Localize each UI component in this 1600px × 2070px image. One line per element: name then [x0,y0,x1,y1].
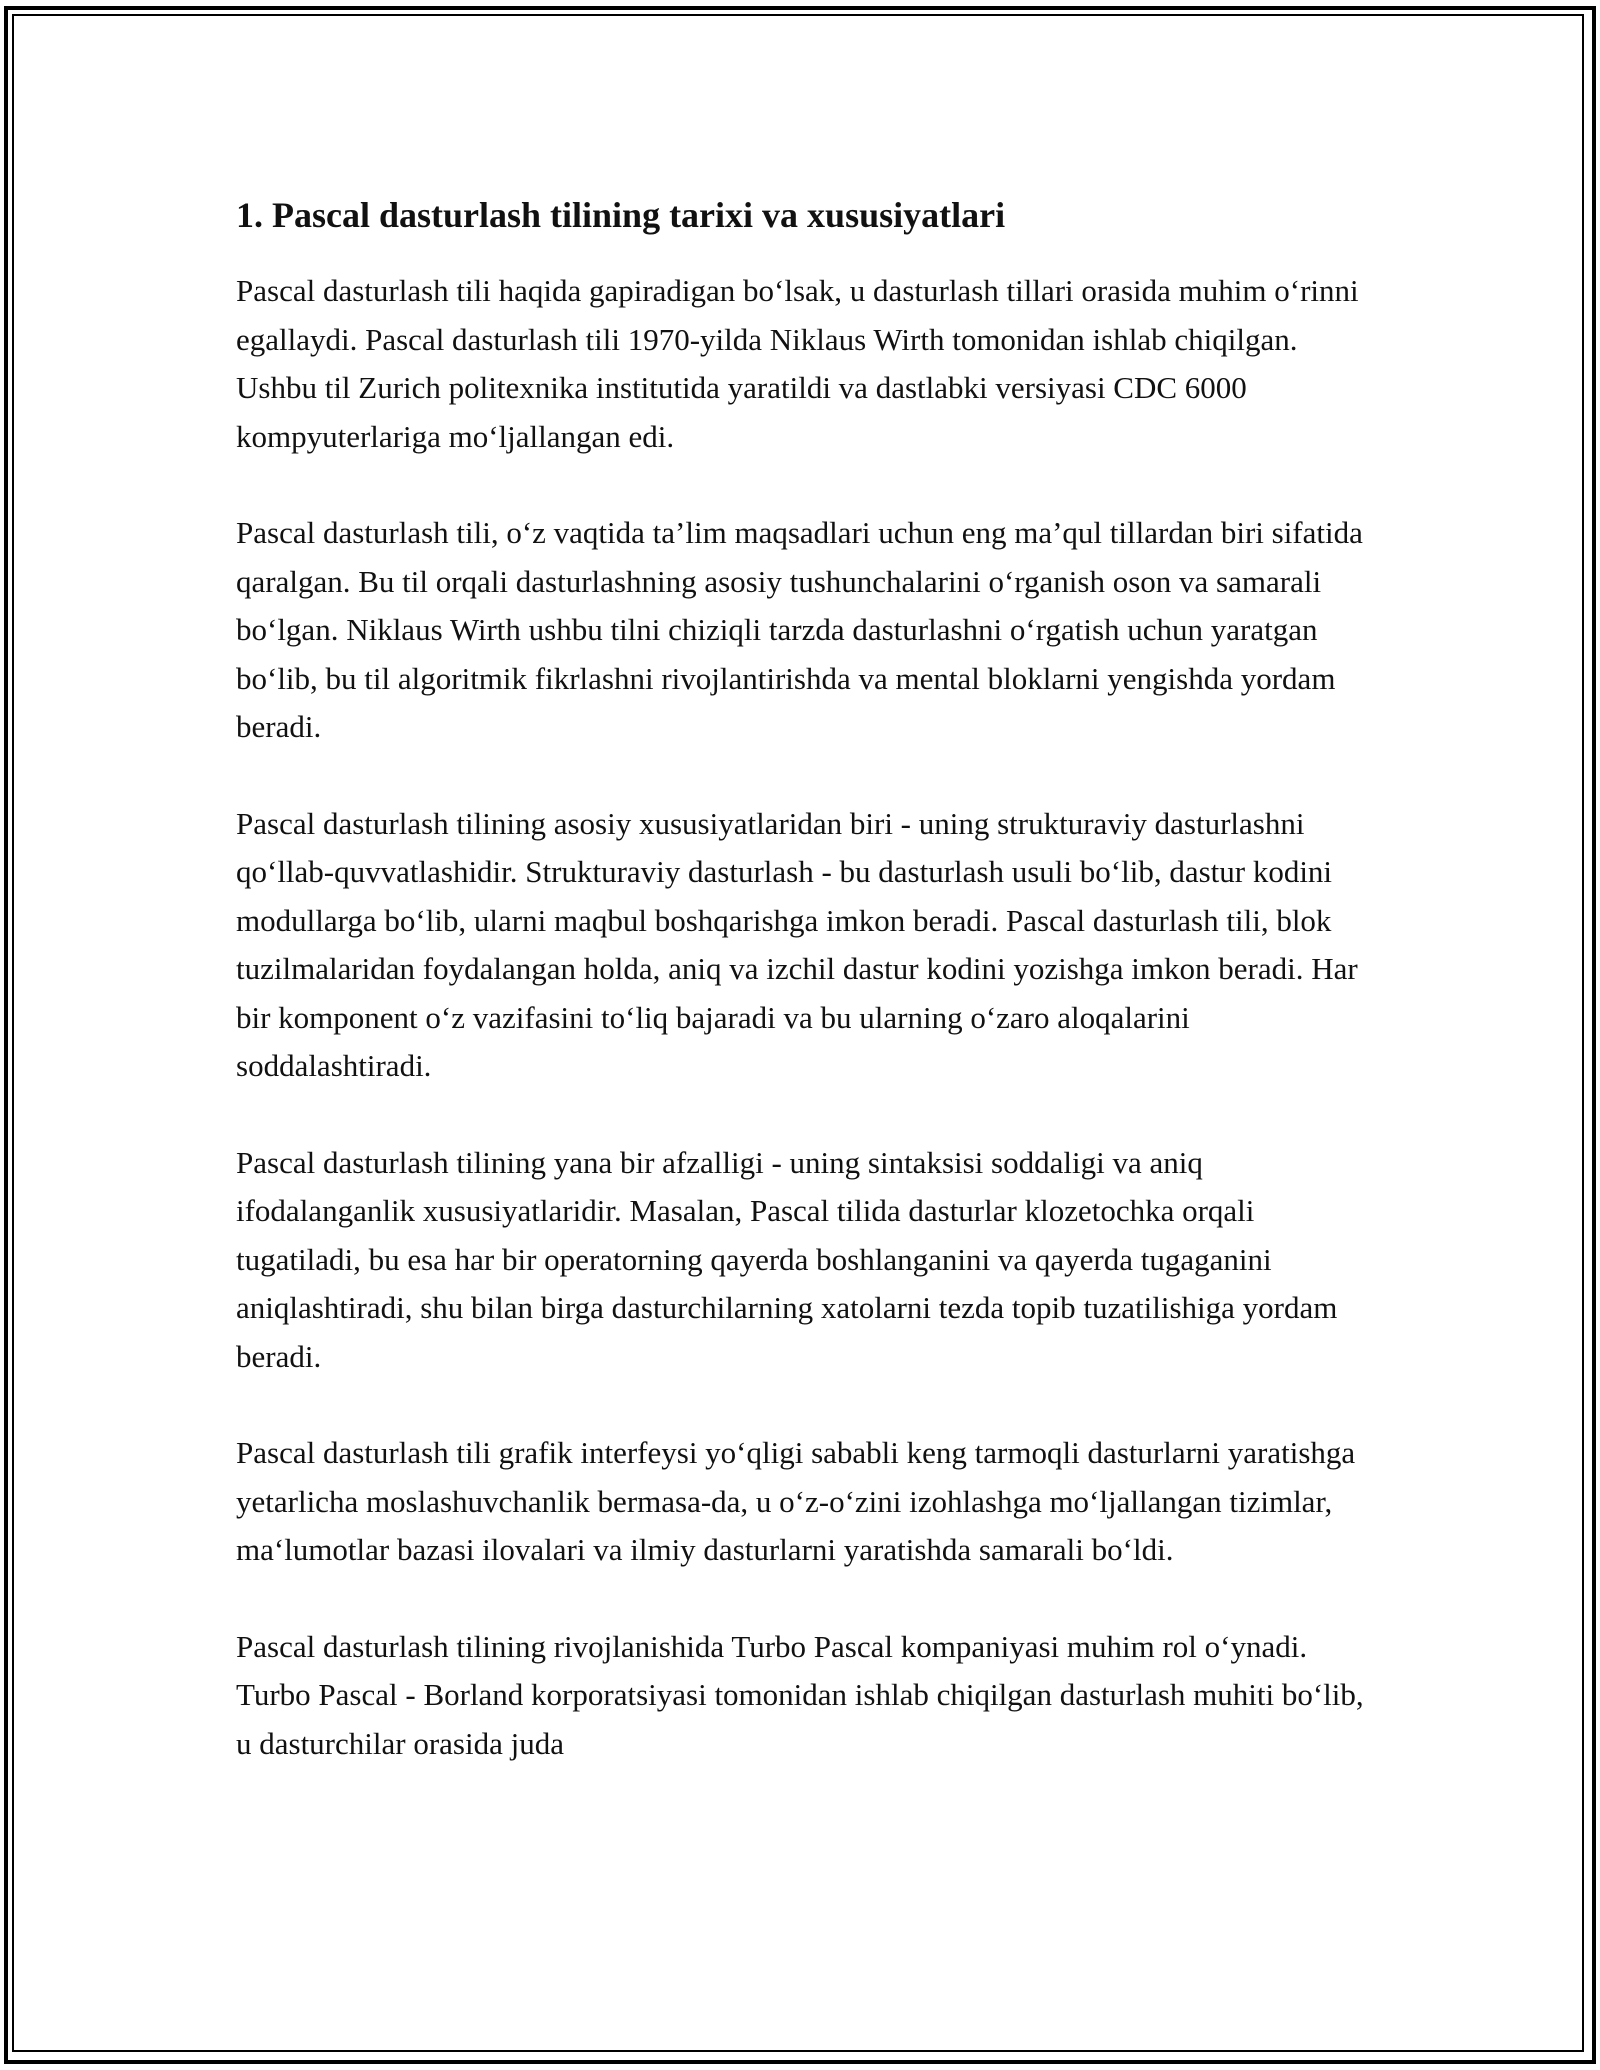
paragraph-education: Pascal dasturlash tili, o‘z vaqtida ta’lim maqsadlari uchun eng ma’qul tillardan biri sifatida qaralgan. Bu til orqali dasturlashning asosiy tushunchalarini o‘rganish oson va samarali bo‘lgan. Niklaus Wirth ushbu tilni chiziqli tarzda dasturlashni o‘rgatish uchun yaratgan bo‘lib, bu til algoritmik fikrlashni rivojlantirishda va mental bloklarni yengishda yordam beradi. [236,515,1363,744]
document-body [236,183,1366,1816]
paragraph-gui-limitations: Pascal dasturlash tili grafik interfeysi yo‘qligi sababli keng tarmoqli dasturlarni yaratishga yetarlicha moslashuvchanlik bermasa-da, u o‘z-o‘zini izohlashga mo‘ljallangan tizimlar, ma‘lumotlar bazasi ilovalari va ilmiy dasturlarni yaratishda samarali bo‘ldi. [236,1435,1356,1567]
paragraph-syntax: Pascal dasturlash tilining yana bir afzalligi - uning sintaksisi soddaligi va aniq ifodalanganlik xususiyatlaridir. Masalan, Pascal tilida dasturlar klozetochka orqali tugatiladi, bu esa har bir operatorning qayerda boshlanganini va qayerda tugaganini aniqlashtiradi, shu bilan birga dasturchilarning xatolarni tezda topib tuzatilishiga yordam beradi. [236,1144,1338,1374]
section-heading: 1. Pascal dasturlash tilining tarixi va xususiyatlari [236,195,1006,235]
paragraph-turbo-pascal: Pascal dasturlash tilining rivojlanishida Turbo Pascal kompaniyasi muhim rol o‘ynadi. Turbo Pascal - Borland korporatsiyasi tomonidan ishlab chiqilgan dasturlash muhiti bo‘lib, u dasturchilar orasida juda [236,1628,1364,1761]
paragraph-structured-programming: Pascal dasturlash tilining asosiy xususiyatlaridan biri - uning strukturaviy dasturlashni qo‘llab-quvvatlashidir. Strukturaviy dasturlash - bu dasturlash usuli bo‘lib, dastur kodini modullarga bo‘lib, ularni maqbul boshqarishga imkon beradi. Pascal dasturlash tili, blok tuzilmalaridan foydalangan holda, aniq va izchil dastur kodini yozishga imkon beradi. Har bir komponent o‘z vazifasini to‘liq bajaradi va bu ularning o‘zaro aloqalarini soddalashtiradi. [236,805,1358,1083]
paragraph-history: Pascal dasturlash tili haqida gapiradigan bo‘lsak, u dasturlash tillari orasida muhim o‘rinni egallaydi. Pascal dasturlash tili 1970-yilda Niklaus Wirth tomonidan ishlab chiqilgan. Ushbu til Zurich politexnika institutida yaratildi va dastlabki versiyasi CDC 6000 kompyuterlariga mo‘ljallangan edi. [236,273,1359,454]
